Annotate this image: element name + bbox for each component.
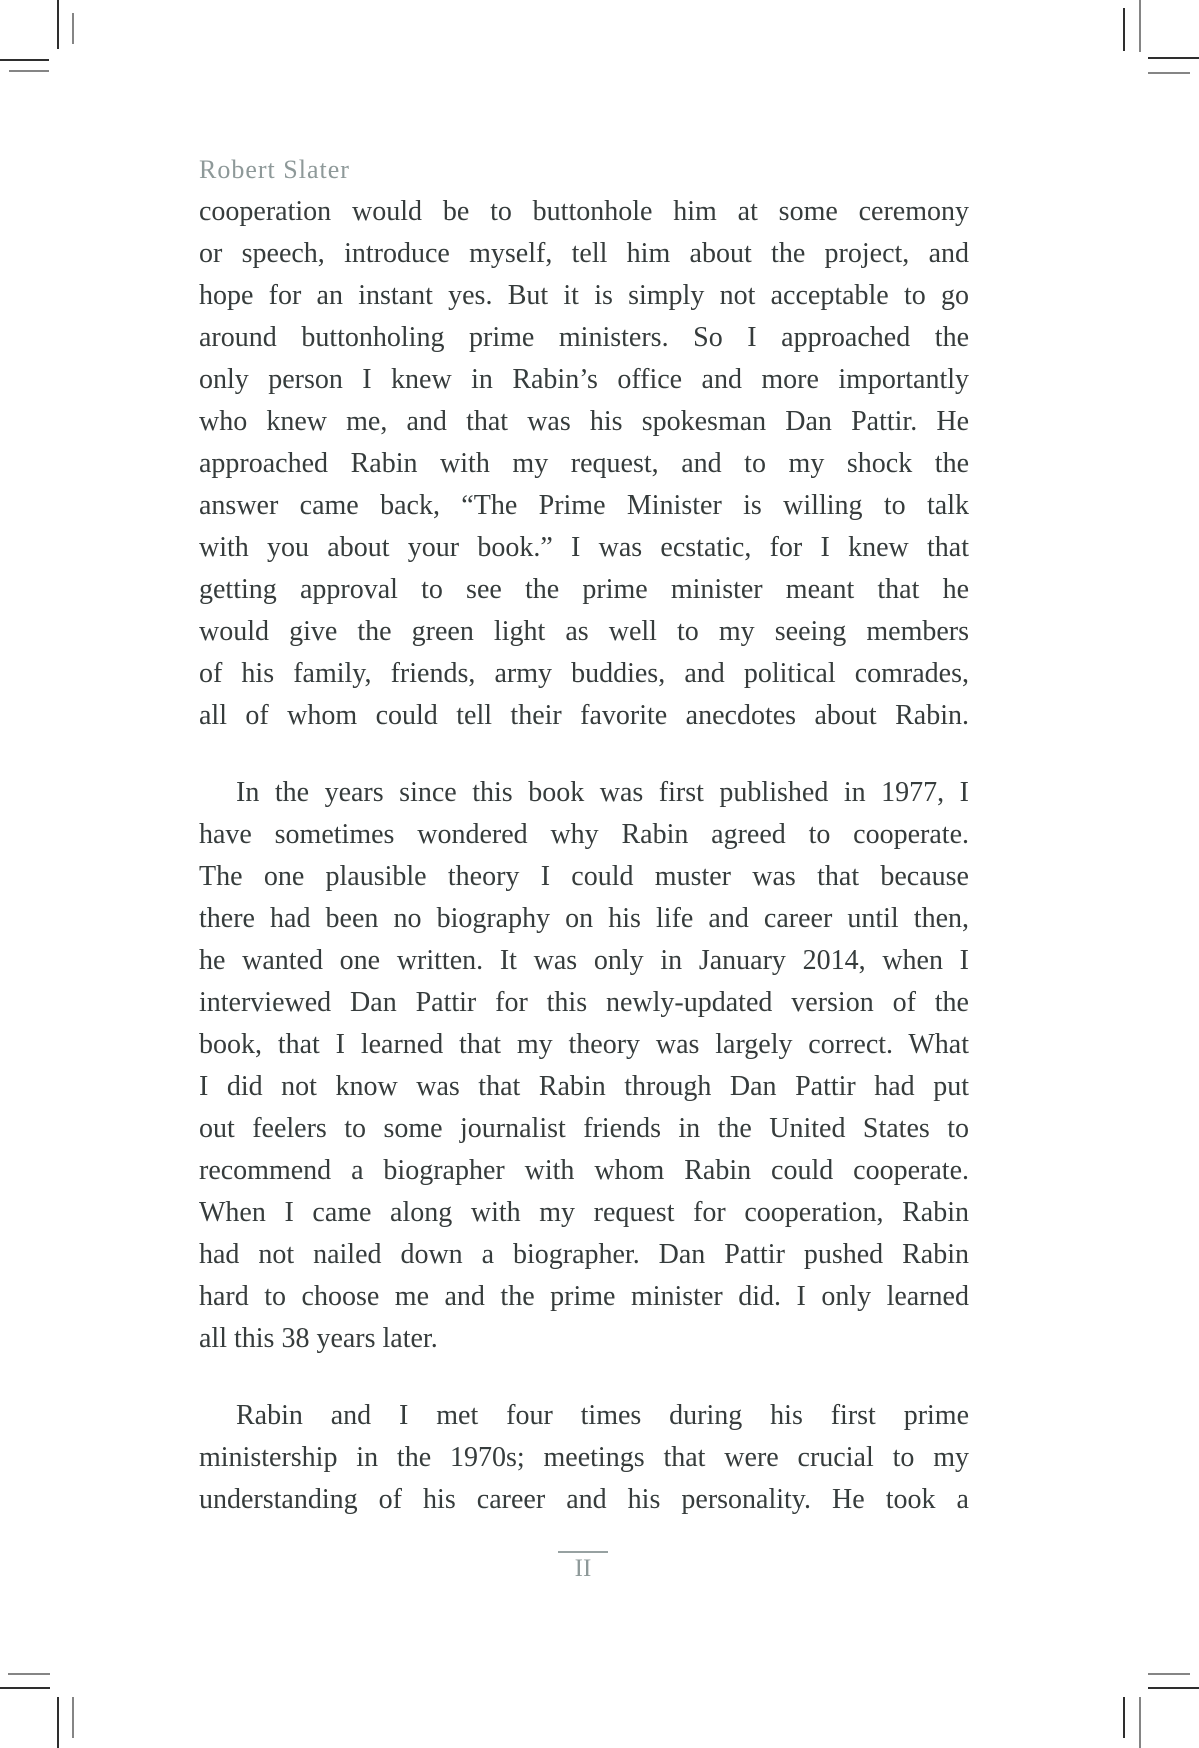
crop-mark-line bbox=[1148, 1687, 1199, 1689]
text-line: The one plausible theory I could muster was that because bbox=[199, 861, 969, 892]
text-line: with you about your book.” I was ecstatic, for I knew that bbox=[199, 532, 969, 563]
crop-mark-line bbox=[1123, 1697, 1125, 1738]
text-line: I did not know was that Rabin through Dan Pattir had put bbox=[199, 1071, 969, 1102]
text-line: all of whom could tell their favorite anecdotes about Rabin. bbox=[199, 700, 969, 731]
body-text-column bbox=[199, 191, 969, 1521]
text-line: interviewed Dan Pattir for this newly-updated version of the bbox=[199, 987, 969, 1018]
crop-mark-line bbox=[0, 1687, 50, 1689]
text-line: there had been no biography on his life and career until then, bbox=[199, 903, 969, 934]
crop-mark-line bbox=[72, 13, 74, 44]
text-line: have sometimes wondered why Rabin agreed to cooperate. bbox=[199, 819, 969, 850]
text-line: he wanted one written. It was only in January 2014, when I bbox=[199, 945, 969, 976]
text-line: Rabin and I met four times during his first prime bbox=[236, 1400, 969, 1431]
crop-mark-line bbox=[0, 59, 49, 61]
paragraph-3 bbox=[199, 1395, 969, 1521]
text-line: book, that I learned that my theory was largely correct. What bbox=[199, 1029, 969, 1060]
text-line: around buttonholing prime ministers. So I approached the bbox=[199, 322, 969, 353]
crop-mark-line bbox=[57, 1697, 59, 1748]
text-line: would give the green light as well to my seeing members bbox=[199, 616, 969, 647]
text-line: recommend a biographer with whom Rabin could cooperate. bbox=[199, 1155, 969, 1186]
text-line: all this 38 years later. bbox=[199, 1323, 438, 1354]
crop-mark-line bbox=[1148, 57, 1199, 59]
text-line: cooperation would be to buttonhole him at some ceremony bbox=[199, 196, 969, 227]
text-line: approached Rabin with my request, and to my shock the bbox=[199, 448, 969, 479]
text-line: of his family, friends, army buddies, and political comrades, bbox=[199, 658, 969, 689]
paragraph-1 bbox=[199, 191, 969, 737]
text-line: hard to choose me and the prime minister did. I only learned bbox=[199, 1281, 969, 1312]
crop-mark-line bbox=[9, 70, 49, 72]
crop-mark-line bbox=[8, 1673, 50, 1675]
text-line: When I came along with my request for cooperation, Rabin bbox=[199, 1197, 969, 1228]
text-line: ministership in the 1970s; meetings that were crucial to my bbox=[199, 1442, 969, 1473]
text-line: hope for an instant yes. But it is simply not acceptable to go bbox=[199, 280, 969, 311]
paragraph-2 bbox=[199, 772, 969, 1360]
crop-mark-line bbox=[1139, 1697, 1141, 1748]
text-line: had not nailed down a biographer. Dan Pattir pushed Rabin bbox=[199, 1239, 969, 1270]
text-line: answer came back, “The Prime Minister is willing to talk bbox=[199, 490, 969, 521]
page-number: II bbox=[574, 1555, 592, 1582]
crop-mark-line bbox=[57, 0, 59, 49]
text-line: out feelers to some journalist friends in the United States to bbox=[199, 1113, 969, 1144]
text-line: or speech, introduce myself, tell him about the project, and bbox=[199, 238, 969, 269]
running-header: Robert Slater bbox=[199, 155, 350, 184]
crop-mark-line bbox=[1139, 0, 1141, 52]
crop-mark-line bbox=[1148, 1673, 1190, 1675]
text-line: who knew me, and that was his spokesman Dan Pattir. He bbox=[199, 406, 969, 437]
crop-mark-line bbox=[72, 1697, 74, 1738]
crop-mark-line bbox=[1148, 72, 1190, 74]
text-line: understanding of his career and his personality. He took a bbox=[199, 1484, 969, 1515]
text-line: In the years since this book was first published in 1977, I bbox=[236, 777, 969, 808]
page-number-block bbox=[558, 1551, 608, 1585]
text-line: getting approval to see the prime minister meant that he bbox=[199, 574, 969, 605]
crop-mark-line bbox=[1123, 8, 1125, 51]
text-line: only person I knew in Rabin’s office and more importantly bbox=[199, 364, 969, 395]
